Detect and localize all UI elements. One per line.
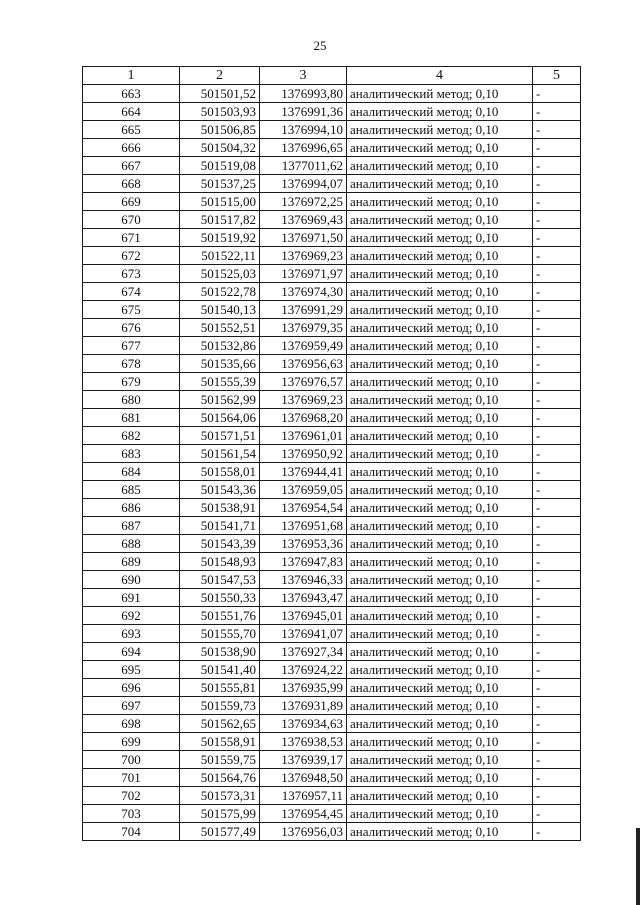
y-coordinate-cell: 1376948,50: [260, 769, 347, 787]
method-accuracy-cell: аналитический метод; 0,10: [347, 391, 533, 409]
method-accuracy-cell: аналитический метод; 0,10: [347, 157, 533, 175]
y-coordinate-cell: 1376941,07: [260, 625, 347, 643]
x-coordinate-cell: 501522,78: [180, 283, 260, 301]
header-col-2: 2: [180, 67, 260, 85]
table-row: [83, 85, 581, 103]
point-number-cell: 682: [83, 427, 180, 445]
x-coordinate-cell: 501541,71: [180, 517, 260, 535]
header-col-4: 4: [347, 67, 533, 85]
method-accuracy-cell: аналитический метод; 0,10: [347, 139, 533, 157]
point-number-cell: 670: [83, 211, 180, 229]
table-row: [83, 139, 581, 157]
note-cell: -: [533, 355, 581, 373]
point-number-cell: 694: [83, 643, 180, 661]
point-number-cell: 678: [83, 355, 180, 373]
point-number-cell: 663: [83, 85, 180, 103]
table-row: [83, 571, 581, 589]
method-accuracy-cell: аналитический метод; 0,10: [347, 589, 533, 607]
x-coordinate-cell: 501519,92: [180, 229, 260, 247]
table-header: [83, 67, 581, 85]
x-coordinate-cell: 501577,49: [180, 823, 260, 841]
table-row: [83, 175, 581, 193]
x-coordinate-cell: 501535,66: [180, 355, 260, 373]
note-cell: -: [533, 697, 581, 715]
method-accuracy-cell: аналитический метод; 0,10: [347, 697, 533, 715]
y-coordinate-cell: 1376969,23: [260, 391, 347, 409]
table-row: [83, 463, 581, 481]
method-accuracy-cell: аналитический метод; 0,10: [347, 517, 533, 535]
y-coordinate-cell: 1376931,89: [260, 697, 347, 715]
x-coordinate-cell: 501564,76: [180, 769, 260, 787]
point-number-cell: 685: [83, 481, 180, 499]
point-number-cell: 698: [83, 715, 180, 733]
method-accuracy-cell: аналитический метод; 0,10: [347, 607, 533, 625]
point-number-cell: 684: [83, 463, 180, 481]
point-number-cell: 664: [83, 103, 180, 121]
note-cell: -: [533, 643, 581, 661]
page-number: 25: [313, 38, 327, 53]
x-coordinate-cell: 501571,51: [180, 427, 260, 445]
x-coordinate-cell: 501562,65: [180, 715, 260, 733]
x-coordinate-cell: 501519,08: [180, 157, 260, 175]
point-number-cell: 680: [83, 391, 180, 409]
point-number-cell: 697: [83, 697, 180, 715]
x-coordinate-cell: 501558,91: [180, 733, 260, 751]
note-cell: -: [533, 175, 581, 193]
point-number-cell: 677: [83, 337, 180, 355]
coordinates-table-container: [82, 66, 581, 841]
x-coordinate-cell: 501501,52: [180, 85, 260, 103]
y-coordinate-cell: 1376947,83: [260, 553, 347, 571]
x-coordinate-cell: 501522,11: [180, 247, 260, 265]
table-row: [83, 409, 581, 427]
table-row: [83, 193, 581, 211]
x-coordinate-cell: 501564,06: [180, 409, 260, 427]
y-coordinate-cell: 1376994,10: [260, 121, 347, 139]
coordinates-table: [82, 66, 581, 841]
table-row: [83, 499, 581, 517]
table-row: [83, 121, 581, 139]
point-number-cell: 704: [83, 823, 180, 841]
y-coordinate-cell: 1376956,63: [260, 355, 347, 373]
x-coordinate-cell: 501503,93: [180, 103, 260, 121]
x-coordinate-cell: 501538,90: [180, 643, 260, 661]
note-cell: -: [533, 805, 581, 823]
method-accuracy-cell: аналитический метод; 0,10: [347, 715, 533, 733]
y-coordinate-cell: 1376927,34: [260, 643, 347, 661]
point-number-cell: 679: [83, 373, 180, 391]
note-cell: -: [533, 499, 581, 517]
table-body: [83, 85, 581, 841]
point-number-cell: 693: [83, 625, 180, 643]
method-accuracy-cell: аналитический метод; 0,10: [347, 193, 533, 211]
method-accuracy-cell: аналитический метод; 0,10: [347, 571, 533, 589]
note-cell: -: [533, 319, 581, 337]
y-coordinate-cell: 1376944,41: [260, 463, 347, 481]
table-row: [83, 733, 581, 751]
table-row: [83, 679, 581, 697]
y-coordinate-cell: 1376996,65: [260, 139, 347, 157]
note-cell: -: [533, 373, 581, 391]
table-row: [83, 103, 581, 121]
method-accuracy-cell: аналитический метод; 0,10: [347, 823, 533, 841]
y-coordinate-cell: 1376924,22: [260, 661, 347, 679]
note-cell: -: [533, 247, 581, 265]
y-coordinate-cell: 1376972,25: [260, 193, 347, 211]
x-coordinate-cell: 501575,99: [180, 805, 260, 823]
method-accuracy-cell: аналитический метод; 0,10: [347, 229, 533, 247]
table-row: [83, 589, 581, 607]
method-accuracy-cell: аналитический метод; 0,10: [347, 643, 533, 661]
note-cell: -: [533, 553, 581, 571]
y-coordinate-cell: 1376954,54: [260, 499, 347, 517]
method-accuracy-cell: аналитический метод; 0,10: [347, 661, 533, 679]
method-accuracy-cell: аналитический метод; 0,10: [347, 409, 533, 427]
y-coordinate-cell: 1376953,36: [260, 535, 347, 553]
x-coordinate-cell: 501548,93: [180, 553, 260, 571]
x-coordinate-cell: 501555,70: [180, 625, 260, 643]
note-cell: -: [533, 103, 581, 121]
method-accuracy-cell: аналитический метод; 0,10: [347, 445, 533, 463]
point-number-cell: 674: [83, 283, 180, 301]
table-row: [83, 229, 581, 247]
note-cell: -: [533, 463, 581, 481]
note-cell: -: [533, 85, 581, 103]
table-row: [83, 319, 581, 337]
note-cell: -: [533, 481, 581, 499]
point-number-cell: 691: [83, 589, 180, 607]
scan-edge-mark: [636, 828, 640, 905]
x-coordinate-cell: 501552,51: [180, 319, 260, 337]
method-accuracy-cell: аналитический метод; 0,10: [347, 211, 533, 229]
y-coordinate-cell: 1376971,97: [260, 265, 347, 283]
note-cell: -: [533, 823, 581, 841]
x-coordinate-cell: 501558,01: [180, 463, 260, 481]
table-row: [83, 661, 581, 679]
note-cell: -: [533, 337, 581, 355]
table-row: [83, 535, 581, 553]
note-cell: -: [533, 445, 581, 463]
point-number-cell: 671: [83, 229, 180, 247]
point-number-cell: 692: [83, 607, 180, 625]
note-cell: -: [533, 787, 581, 805]
note-cell: -: [533, 733, 581, 751]
table-row: [83, 211, 581, 229]
x-coordinate-cell: 501555,81: [180, 679, 260, 697]
table-row: [83, 283, 581, 301]
table-row: [83, 769, 581, 787]
method-accuracy-cell: аналитический метод; 0,10: [347, 301, 533, 319]
note-cell: -: [533, 661, 581, 679]
method-accuracy-cell: аналитический метод; 0,10: [347, 121, 533, 139]
note-cell: -: [533, 157, 581, 175]
point-number-cell: 703: [83, 805, 180, 823]
note-cell: -: [533, 193, 581, 211]
point-number-cell: 699: [83, 733, 180, 751]
note-cell: -: [533, 283, 581, 301]
y-coordinate-cell: 1377011,62: [260, 157, 347, 175]
point-number-cell: 701: [83, 769, 180, 787]
table-row: [83, 787, 581, 805]
table-row: [83, 247, 581, 265]
note-cell: -: [533, 679, 581, 697]
point-number-cell: 666: [83, 139, 180, 157]
note-cell: -: [533, 715, 581, 733]
note-cell: -: [533, 517, 581, 535]
x-coordinate-cell: 501559,73: [180, 697, 260, 715]
note-cell: -: [533, 751, 581, 769]
y-coordinate-cell: 1376935,99: [260, 679, 347, 697]
y-coordinate-cell: 1376945,01: [260, 607, 347, 625]
point-number-cell: 675: [83, 301, 180, 319]
table-row: [83, 553, 581, 571]
x-coordinate-cell: 501543,39: [180, 535, 260, 553]
note-cell: -: [533, 427, 581, 445]
y-coordinate-cell: 1376979,35: [260, 319, 347, 337]
y-coordinate-cell: 1376961,01: [260, 427, 347, 445]
y-coordinate-cell: 1376959,49: [260, 337, 347, 355]
point-number-cell: 687: [83, 517, 180, 535]
point-number-cell: 686: [83, 499, 180, 517]
method-accuracy-cell: аналитический метод; 0,10: [347, 769, 533, 787]
y-coordinate-cell: 1376938,53: [260, 733, 347, 751]
x-coordinate-cell: 501543,36: [180, 481, 260, 499]
y-coordinate-cell: 1376956,03: [260, 823, 347, 841]
table-row: [83, 643, 581, 661]
point-number-cell: 673: [83, 265, 180, 283]
method-accuracy-cell: аналитический метод; 0,10: [347, 751, 533, 769]
y-coordinate-cell: 1376951,68: [260, 517, 347, 535]
table-row: [83, 625, 581, 643]
note-cell: -: [533, 391, 581, 409]
y-coordinate-cell: 1376934,63: [260, 715, 347, 733]
method-accuracy-cell: аналитический метод; 0,10: [347, 265, 533, 283]
note-cell: -: [533, 121, 581, 139]
x-coordinate-cell: 501559,75: [180, 751, 260, 769]
point-number-cell: 690: [83, 571, 180, 589]
x-coordinate-cell: 501555,39: [180, 373, 260, 391]
table-row: [83, 823, 581, 841]
table-row: [83, 751, 581, 769]
point-number-cell: 700: [83, 751, 180, 769]
x-coordinate-cell: 501517,82: [180, 211, 260, 229]
note-cell: -: [533, 571, 581, 589]
x-coordinate-cell: 501550,33: [180, 589, 260, 607]
table-row: [83, 715, 581, 733]
header-col-1: 1: [83, 67, 180, 85]
x-coordinate-cell: 501504,32: [180, 139, 260, 157]
table-row: [83, 337, 581, 355]
note-cell: -: [533, 607, 581, 625]
method-accuracy-cell: аналитический метод; 0,10: [347, 175, 533, 193]
point-number-cell: 695: [83, 661, 180, 679]
y-coordinate-cell: 1376968,20: [260, 409, 347, 427]
method-accuracy-cell: аналитический метод; 0,10: [347, 733, 533, 751]
point-number-cell: 681: [83, 409, 180, 427]
table-row: [83, 427, 581, 445]
method-accuracy-cell: аналитический метод; 0,10: [347, 355, 533, 373]
y-coordinate-cell: 1376991,29: [260, 301, 347, 319]
table-row: [83, 265, 581, 283]
x-coordinate-cell: 501537,25: [180, 175, 260, 193]
x-coordinate-cell: 501551,76: [180, 607, 260, 625]
method-accuracy-cell: аналитический метод; 0,10: [347, 283, 533, 301]
point-number-cell: 668: [83, 175, 180, 193]
note-cell: -: [533, 139, 581, 157]
table-row: [83, 805, 581, 823]
note-cell: -: [533, 211, 581, 229]
method-accuracy-cell: аналитический метод; 0,10: [347, 319, 533, 337]
y-coordinate-cell: 1376954,45: [260, 805, 347, 823]
x-coordinate-cell: 501561,54: [180, 445, 260, 463]
point-number-cell: 689: [83, 553, 180, 571]
point-number-cell: 669: [83, 193, 180, 211]
note-cell: -: [533, 229, 581, 247]
method-accuracy-cell: аналитический метод; 0,10: [347, 499, 533, 517]
y-coordinate-cell: 1376959,05: [260, 481, 347, 499]
table-row: [83, 391, 581, 409]
method-accuracy-cell: аналитический метод; 0,10: [347, 553, 533, 571]
method-accuracy-cell: аналитический метод; 0,10: [347, 679, 533, 697]
y-coordinate-cell: 1376991,36: [260, 103, 347, 121]
header-row: [83, 67, 581, 85]
note-cell: -: [533, 625, 581, 643]
header-col-5: 5: [533, 67, 581, 85]
y-coordinate-cell: 1376943,47: [260, 589, 347, 607]
y-coordinate-cell: 1376994,07: [260, 175, 347, 193]
point-number-cell: 696: [83, 679, 180, 697]
y-coordinate-cell: 1376957,11: [260, 787, 347, 805]
method-accuracy-cell: аналитический метод; 0,10: [347, 805, 533, 823]
method-accuracy-cell: аналитический метод; 0,10: [347, 787, 533, 805]
y-coordinate-cell: 1376976,57: [260, 373, 347, 391]
header-col-3: 3: [260, 67, 347, 85]
method-accuracy-cell: аналитический метод; 0,10: [347, 373, 533, 391]
x-coordinate-cell: 501532,86: [180, 337, 260, 355]
table-row: [83, 445, 581, 463]
point-number-cell: 683: [83, 445, 180, 463]
x-coordinate-cell: 501525,03: [180, 265, 260, 283]
method-accuracy-cell: аналитический метод; 0,10: [347, 427, 533, 445]
y-coordinate-cell: 1376974,30: [260, 283, 347, 301]
method-accuracy-cell: аналитический метод; 0,10: [347, 535, 533, 553]
table-row: [83, 607, 581, 625]
note-cell: -: [533, 535, 581, 553]
method-accuracy-cell: аналитический метод; 0,10: [347, 103, 533, 121]
y-coordinate-cell: 1376950,92: [260, 445, 347, 463]
table-row: [83, 157, 581, 175]
note-cell: -: [533, 589, 581, 607]
method-accuracy-cell: аналитический метод; 0,10: [347, 625, 533, 643]
point-number-cell: 667: [83, 157, 180, 175]
method-accuracy-cell: аналитический метод; 0,10: [347, 247, 533, 265]
x-coordinate-cell: 501573,31: [180, 787, 260, 805]
y-coordinate-cell: 1376969,23: [260, 247, 347, 265]
table-row: [83, 355, 581, 373]
x-coordinate-cell: 501541,40: [180, 661, 260, 679]
note-cell: -: [533, 769, 581, 787]
y-coordinate-cell: 1376939,17: [260, 751, 347, 769]
method-accuracy-cell: аналитический метод; 0,10: [347, 85, 533, 103]
table-row: [83, 517, 581, 535]
x-coordinate-cell: 501562,99: [180, 391, 260, 409]
note-cell: -: [533, 301, 581, 319]
point-number-cell: 676: [83, 319, 180, 337]
y-coordinate-cell: 1376993,80: [260, 85, 347, 103]
table-row: [83, 481, 581, 499]
x-coordinate-cell: 501506,85: [180, 121, 260, 139]
method-accuracy-cell: аналитический метод; 0,10: [347, 481, 533, 499]
point-number-cell: 688: [83, 535, 180, 553]
table-row: [83, 301, 581, 319]
y-coordinate-cell: 1376971,50: [260, 229, 347, 247]
x-coordinate-cell: 501540,13: [180, 301, 260, 319]
note-cell: -: [533, 265, 581, 283]
table-row: [83, 373, 581, 391]
method-accuracy-cell: аналитический метод; 0,10: [347, 463, 533, 481]
y-coordinate-cell: 1376946,33: [260, 571, 347, 589]
x-coordinate-cell: 501547,53: [180, 571, 260, 589]
y-coordinate-cell: 1376969,43: [260, 211, 347, 229]
table-row: [83, 697, 581, 715]
x-coordinate-cell: 501515,00: [180, 193, 260, 211]
x-coordinate-cell: 501538,91: [180, 499, 260, 517]
point-number-cell: 702: [83, 787, 180, 805]
point-number-cell: 672: [83, 247, 180, 265]
point-number-cell: 665: [83, 121, 180, 139]
note-cell: -: [533, 409, 581, 427]
method-accuracy-cell: аналитический метод; 0,10: [347, 337, 533, 355]
